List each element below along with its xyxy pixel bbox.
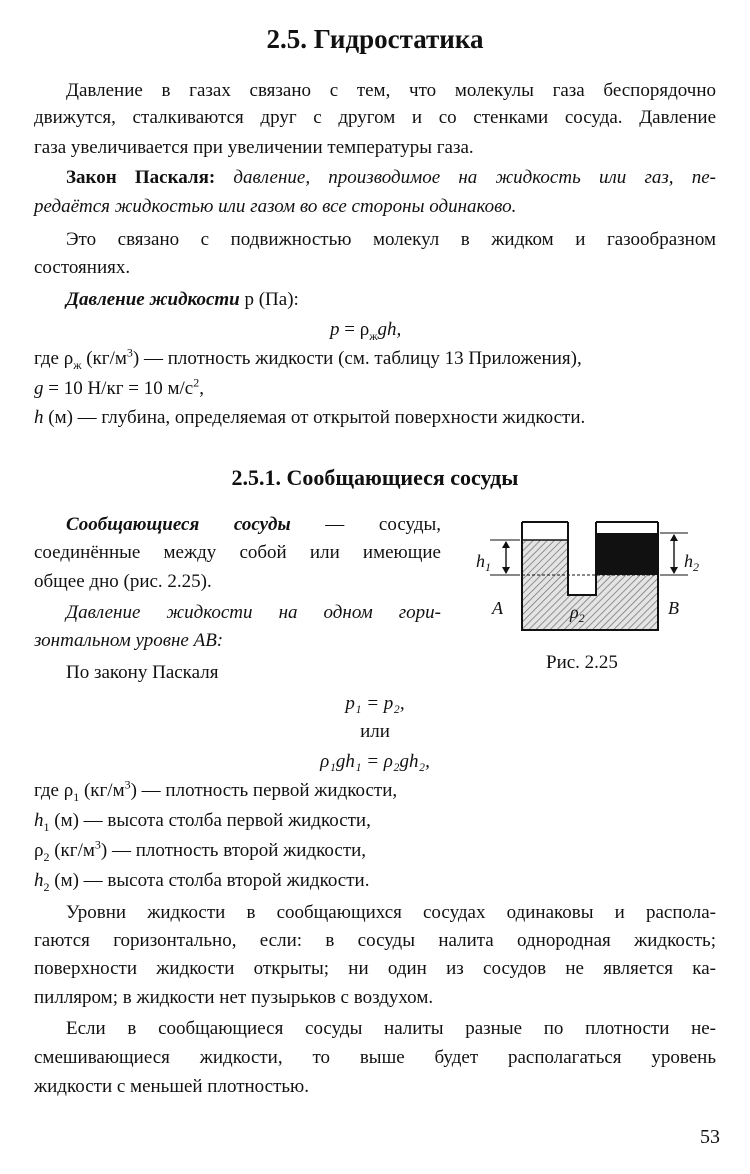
vessels-def-line-1 xyxy=(66,513,441,537)
ab-pressure-line-1: Давление жидкости на одном гори- xyxy=(66,602,441,623)
pascal-law-line-1 xyxy=(66,166,716,190)
vessel-inner-wall xyxy=(568,522,596,595)
liquid-pressure-label: Давление жидкости xyxy=(66,289,240,310)
h2-def-b: (м) — высота столба второй жидкости. xyxy=(49,870,370,891)
label-h2: $h_2$ xyxy=(684,551,699,574)
different-density-line-2: смешивающиеся жидкости, то выше будет располагаться уровень xyxy=(34,1047,716,1068)
liquid-rho1 xyxy=(522,540,568,575)
pascal-law-reference: По закону Паскаля xyxy=(66,662,219,683)
rho1-def-a: где ρ xyxy=(34,780,74,801)
h2-arrowhead-up xyxy=(670,534,678,541)
label-b: B xyxy=(668,598,679,618)
depth-definition xyxy=(34,406,585,430)
rho2-def-b: (кг/м xyxy=(49,840,95,861)
gravity-def-sup: 2 xyxy=(193,375,200,390)
rho2-def-sub: 2 xyxy=(43,849,50,864)
page-number: 53 xyxy=(700,1126,720,1148)
h2-def-sub: 2 xyxy=(43,879,50,894)
rho1-def-c: ) — плотность первой жидкости, xyxy=(130,780,398,801)
rho1-def-sup: 3 xyxy=(124,777,131,792)
gravity-def-a: g xyxy=(34,378,44,399)
levels-line-2: гаются горизонтально, если: в сосуды налита однородная жидкость; xyxy=(34,930,716,951)
density-def-sub: ж xyxy=(73,357,82,372)
formula-sub: ж xyxy=(369,328,378,343)
density-def-b: (кг/м xyxy=(81,348,127,369)
formula-or: или xyxy=(360,721,390,742)
different-density-line-3: жидкости с меньшей плотностью. xyxy=(34,1076,309,1097)
levels-line-4: пилляром; в жидкости нет пузырьков с воздухом. xyxy=(34,987,434,1008)
liquid-pressure-heading xyxy=(66,288,299,312)
intro-line-2: движутся, сталкиваются друг с другом и со стенками сосуда. Давление xyxy=(34,107,716,128)
label-a: A xyxy=(492,598,503,618)
formula-end: gh, xyxy=(377,319,402,340)
vessels-term: Сообщающиеся сосуды xyxy=(66,514,291,535)
intro-line-3: газа увеличивается при увеличении температуры газа. xyxy=(34,137,474,158)
liquid-pressure-formula xyxy=(330,318,401,342)
depth-def-a: h xyxy=(34,407,44,428)
vessels-def-line-2: соединённые между собой или имеющие xyxy=(34,542,441,563)
rho1-def-sub: 1 xyxy=(73,789,80,804)
liquid-pressure-unit: р (Па): xyxy=(239,289,299,310)
density-def-c: ) — плотность жидкости (см. таблицу 13 Приложения), xyxy=(132,348,582,369)
formula-rho-gh: ρ₁gh₁ = ρ₂gh₂, xyxy=(320,751,430,772)
formula-p: p xyxy=(330,319,340,340)
depth-def-b: (м) — глубина, определяемая от открытой поверхности жидкости. xyxy=(43,407,586,428)
formula-pressure-equality: p₁ = p₂, xyxy=(345,693,405,714)
rho2-definition xyxy=(34,839,366,863)
pascal-law-line-2: редаётся жидкостью или газом во все стороны одинаково. xyxy=(34,196,517,217)
h2-arrowhead-down xyxy=(670,567,678,574)
different-density-line-1: Если в сообщающиеся сосуды налиты разные по плотности не- xyxy=(66,1018,716,1039)
h2-definition xyxy=(34,869,369,893)
page-title: 2.5. Гидростатика xyxy=(266,24,484,54)
liquid-dark xyxy=(596,533,658,575)
liquid-rho2 xyxy=(522,575,658,630)
vessels-def-line-3: общее дно (рис. 2.25). xyxy=(34,571,212,592)
ab-pressure-line-2: зонтальном уровне AB: xyxy=(34,630,224,651)
gravity-def-b: = 10 Н/кг = 10 м/с xyxy=(43,378,194,399)
intro-line-1: Давление в газах связано с тем, что молекулы газа беспорядочно xyxy=(66,80,716,101)
density-def-a: где ρ xyxy=(34,348,74,369)
rho2-def-sup: 3 xyxy=(94,837,101,852)
vessels-def-rest: — сосуды, xyxy=(290,514,442,535)
gravity-def-c: , xyxy=(199,378,204,399)
rho2-def-a: ρ xyxy=(34,840,44,861)
h2-def-a: h xyxy=(34,870,44,891)
rho2-def-c: ) — плотность второй жидкости, xyxy=(100,840,367,861)
levels-line-1: Уровни жидкости в сообщающихся сосудах одинаковы и распола- xyxy=(66,902,716,923)
pascal-law-text-1: давление, производимое на жидкость или газ, пе- xyxy=(233,167,716,188)
density-definition xyxy=(34,347,582,371)
h1-def-a: h xyxy=(34,810,44,831)
mobility-line-1: Это связано с подвижностью молекул в жидком и газообразном xyxy=(66,229,716,250)
label-h1: $h_1$ xyxy=(476,551,491,574)
communicating-vessels-figure xyxy=(462,512,722,642)
pascal-law-label: Закон Паскаля: xyxy=(66,167,216,188)
rho1-definition xyxy=(34,779,397,803)
h1-def-sub: 1 xyxy=(43,819,50,834)
h1-arrowhead-down xyxy=(502,567,510,574)
mobility-line-2: состояниях. xyxy=(34,257,131,278)
section-subtitle: 2.5.1. Сообщающиеся сосуды xyxy=(231,465,519,490)
formula-eq: = ρ xyxy=(339,319,370,340)
gravity-definition xyxy=(34,377,204,401)
figure-caption: Рис. 2.25 xyxy=(546,652,618,673)
rho1-def-b: (кг/м xyxy=(79,780,125,801)
h1-def-b: (м) — высота столба первой жидкости, xyxy=(49,810,371,831)
h1-arrowhead-up xyxy=(502,541,510,548)
density-def-sup: 3 xyxy=(126,345,133,360)
levels-line-3: поверхности жидкости открыты; ни один из сосудов не является ка- xyxy=(34,958,716,979)
label-rho2: $\rho_2$ xyxy=(570,602,585,625)
h1-definition xyxy=(34,809,371,833)
